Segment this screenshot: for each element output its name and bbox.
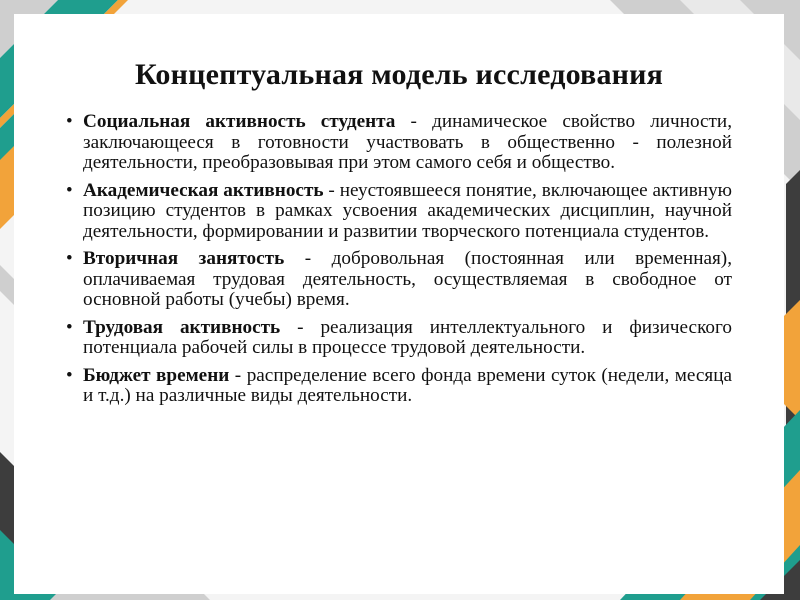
- item-definition: - распределение всего фонда времени суток (недели, месяца и т.д.) на различные виды деятельности.: [83, 364, 732, 406]
- item-term: Академическая активность: [83, 179, 324, 201]
- slide-title: Концептуальная модель исследования: [134, 58, 664, 91]
- list-item: [68, 112, 732, 174]
- bullet-dot: •: [66, 111, 73, 132]
- item-term: Бюджет времени: [83, 364, 230, 386]
- list-item: [68, 249, 732, 311]
- deco-gray-sliver-left: [0, 265, 14, 305]
- bullet-dot: •: [66, 364, 73, 386]
- bullet-dot: •: [66, 316, 73, 338]
- deco-orange-sliver-left: [0, 146, 14, 229]
- item-definition: - реализация интеллектуального и физического потенциала рабочей силы в процессе трудовой деятельности.: [83, 316, 732, 358]
- list-item: [68, 318, 732, 359]
- item-term: Вторичная занятость: [83, 248, 285, 269]
- item-definition: - добровольная (постоянная или временная), оплачиваемая трудовая деятельность, осуществляемая в свободное от основной работы (учебы) время.: [83, 248, 732, 310]
- list-item: [68, 366, 732, 407]
- item-term: Трудовая активность: [83, 316, 281, 338]
- item-term: Социальная активность студента: [83, 111, 396, 132]
- list-item: [68, 181, 732, 243]
- item-definition: - неустоявшееся понятие, включающее активную позицию студентов в рамках усвоения академических дисциплин, научной деятельности, формировании и развитии творческого потенциала студентов.: [83, 179, 733, 242]
- bullet-list: [68, 112, 732, 414]
- bullet-dot: •: [66, 248, 73, 269]
- bullet-dot: •: [66, 179, 73, 201]
- item-definition: - динамическое свойство личности, заключающееся в готовности участвовать в общественно - полезной деятельности, преобразовывая при этом самого себя и общество.: [83, 111, 732, 173]
